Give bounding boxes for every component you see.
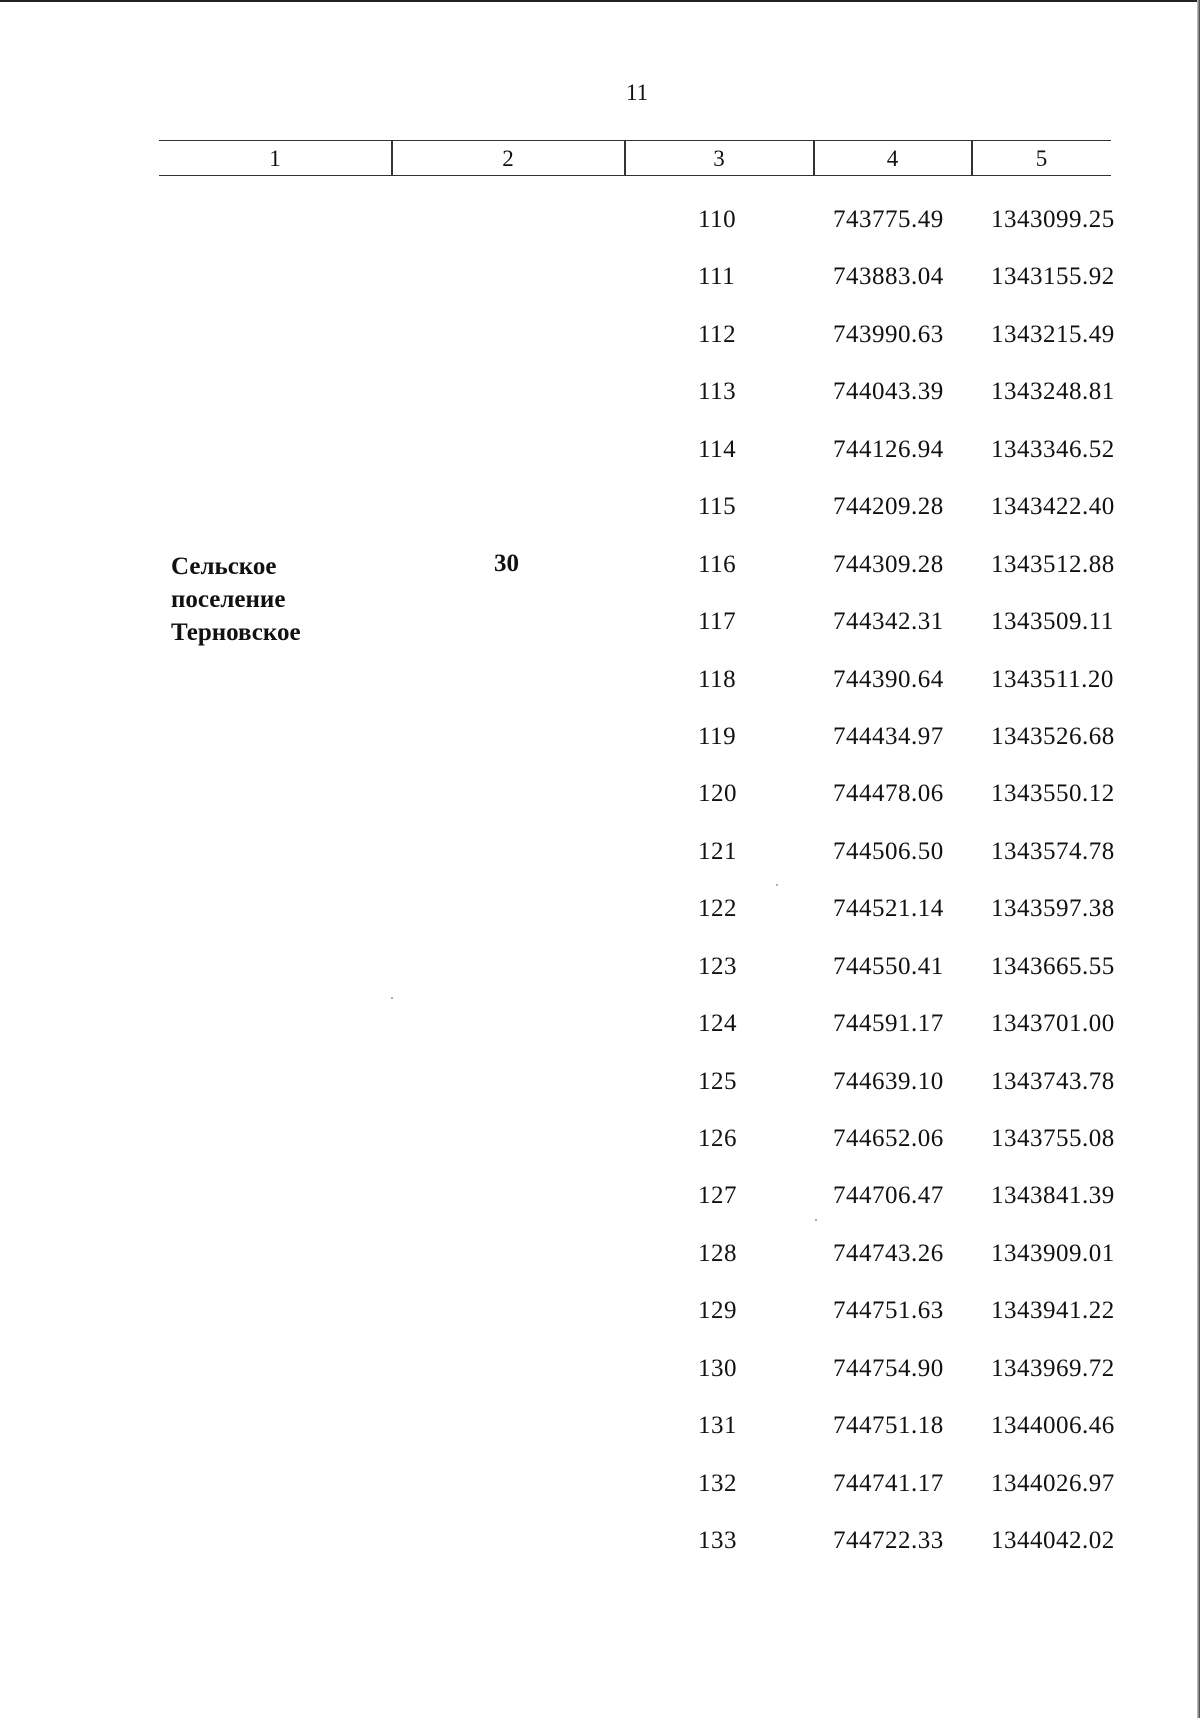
region-name-line: Сельское (171, 553, 277, 580)
y-coordinate-cell: 1343841.39 (991, 1182, 1115, 1210)
point-number-cell: 119 (698, 722, 737, 750)
point-number-cell: 116 (698, 550, 737, 578)
x-coordinate-cell: 744706.47 (833, 1182, 944, 1210)
y-coordinate-cell: 1343574.78 (991, 837, 1115, 865)
y-coordinate-cell: 1343155.92 (991, 263, 1115, 291)
table-row (0, 1124, 1200, 1181)
point-number-cell: 118 (698, 665, 737, 693)
table-row (0, 1354, 1200, 1411)
x-coordinate-cell: 744751.63 (833, 1297, 944, 1325)
scan-speck (776, 884, 778, 886)
point-number-cell: 122 (698, 895, 737, 923)
x-coordinate-cell: 744521.14 (833, 895, 944, 923)
x-coordinate-cell: 744741.17 (833, 1469, 944, 1497)
point-number-cell: 133 (698, 1527, 737, 1555)
header-col-1: 1 (269, 146, 281, 171)
table-row (0, 779, 1200, 836)
table-row (0, 722, 1200, 779)
y-coordinate-cell: 1343509.11 (991, 608, 1114, 636)
table-row (0, 1009, 1200, 1066)
x-coordinate-cell: 744652.06 (833, 1125, 944, 1152)
x-coordinate-cell: 744506.50 (833, 837, 944, 865)
point-number-cell: 130 (698, 1354, 737, 1382)
y-coordinate-cell: 1343512.88 (991, 550, 1115, 578)
x-coordinate-cell: 744751.18 (833, 1412, 944, 1440)
x-coordinate-cell: 744434.97 (833, 722, 944, 750)
table-row (0, 320, 1200, 377)
header-col-4: 4 (886, 146, 899, 171)
y-coordinate-cell: 1343665.55 (991, 952, 1115, 980)
scan-speck (391, 997, 393, 999)
x-coordinate-cell: 743883.04 (833, 263, 944, 291)
table-row (0, 1181, 1200, 1238)
header-col-5: 5 (1035, 146, 1048, 171)
y-coordinate-cell: 1343909.01 (991, 1239, 1115, 1267)
header-col-3: 3 (713, 146, 725, 171)
region-name-line: Терновское (171, 619, 301, 646)
table-row (0, 1296, 1200, 1353)
point-number-cell: 126 (698, 1125, 737, 1152)
x-coordinate-cell: 744478.06 (833, 780, 944, 808)
point-number-cell: 117 (698, 608, 737, 636)
point-number-cell: 121 (698, 837, 737, 865)
table-row (0, 1411, 1200, 1468)
y-coordinate-cell: 1344026.97 (991, 1469, 1115, 1497)
coordinates-table-body (0, 205, 1200, 1584)
point-number-cell: 128 (698, 1239, 737, 1267)
x-coordinate-cell: 744342.31 (833, 608, 944, 636)
page-top-edge (0, 0, 1200, 2)
x-coordinate-cell: 744639.10 (833, 1067, 944, 1095)
table-row (0, 894, 1200, 951)
point-number-cell: 123 (698, 952, 737, 980)
table-row (0, 1067, 1200, 1124)
y-coordinate-cell: 1343755.08 (991, 1125, 1115, 1152)
y-coordinate-cell: 1343526.68 (991, 722, 1115, 750)
table-row (0, 492, 1200, 549)
x-coordinate-cell: 744550.41 (833, 952, 944, 980)
x-coordinate-cell: 744390.64 (833, 665, 944, 693)
y-coordinate-cell: 1344042.02 (991, 1527, 1115, 1555)
x-coordinate-cell: 744043.39 (833, 378, 944, 406)
y-coordinate-cell: 1343941.22 (991, 1297, 1115, 1325)
table-row (0, 1469, 1200, 1526)
y-coordinate-cell: 1343215.49 (991, 320, 1115, 348)
table-row (0, 1239, 1200, 1296)
y-coordinate-cell: 1343550.12 (991, 780, 1115, 808)
point-number-cell: 113 (698, 378, 737, 406)
x-coordinate-cell: 743775.49 (833, 206, 944, 233)
x-coordinate-cell: 744309.28 (833, 550, 944, 578)
x-coordinate-cell: 744754.90 (833, 1354, 944, 1382)
y-coordinate-cell: 1343346.52 (991, 435, 1115, 463)
table-row (0, 550, 1200, 607)
y-coordinate-cell: 1343597.38 (991, 895, 1115, 923)
table-row (0, 837, 1200, 894)
table-row (0, 952, 1200, 1009)
point-number-cell: 125 (698, 1067, 737, 1095)
page-number: 11 (626, 80, 649, 105)
y-coordinate-cell: 1343422.40 (991, 493, 1115, 521)
table-row (0, 205, 1200, 262)
x-coordinate-cell: 743990.63 (833, 320, 944, 348)
x-coordinate-cell: 744126.94 (833, 435, 944, 463)
table-row (0, 262, 1200, 319)
x-coordinate-cell: 744743.26 (833, 1239, 944, 1267)
region-name-line: поселение (171, 586, 286, 613)
table-row (0, 435, 1200, 492)
y-coordinate-cell: 1343511.20 (991, 665, 1114, 693)
header-col-2: 2 (502, 146, 514, 171)
point-number-cell: 110 (698, 206, 737, 233)
table-row (0, 1526, 1200, 1583)
point-number-cell: 124 (698, 1010, 737, 1038)
point-number-cell: 127 (698, 1182, 737, 1210)
table-row (0, 377, 1200, 434)
scan-speck (815, 1219, 817, 1221)
point-number-cell: 114 (698, 435, 737, 463)
point-number-cell: 112 (698, 320, 737, 348)
table-row (0, 607, 1200, 664)
region-code: 30 (494, 550, 519, 577)
y-coordinate-cell: 1343969.72 (991, 1354, 1115, 1382)
x-coordinate-cell: 744591.17 (833, 1010, 944, 1038)
y-coordinate-cell: 1344006.46 (991, 1412, 1115, 1440)
point-number-cell: 132 (698, 1469, 737, 1497)
table-header (159, 140, 1111, 176)
point-number-cell: 131 (698, 1412, 737, 1440)
x-coordinate-cell: 744209.28 (833, 493, 944, 521)
table-row (0, 665, 1200, 722)
y-coordinate-cell: 1343099.25 (991, 206, 1115, 233)
point-number-cell: 120 (698, 780, 737, 808)
x-coordinate-cell: 744722.33 (833, 1527, 944, 1555)
point-number-cell: 111 (698, 263, 736, 291)
point-number-cell: 115 (698, 493, 737, 521)
y-coordinate-cell: 1343743.78 (991, 1067, 1115, 1095)
y-coordinate-cell: 1343248.81 (991, 378, 1115, 406)
y-coordinate-cell: 1343701.00 (991, 1010, 1115, 1038)
point-number-cell: 129 (698, 1297, 737, 1325)
